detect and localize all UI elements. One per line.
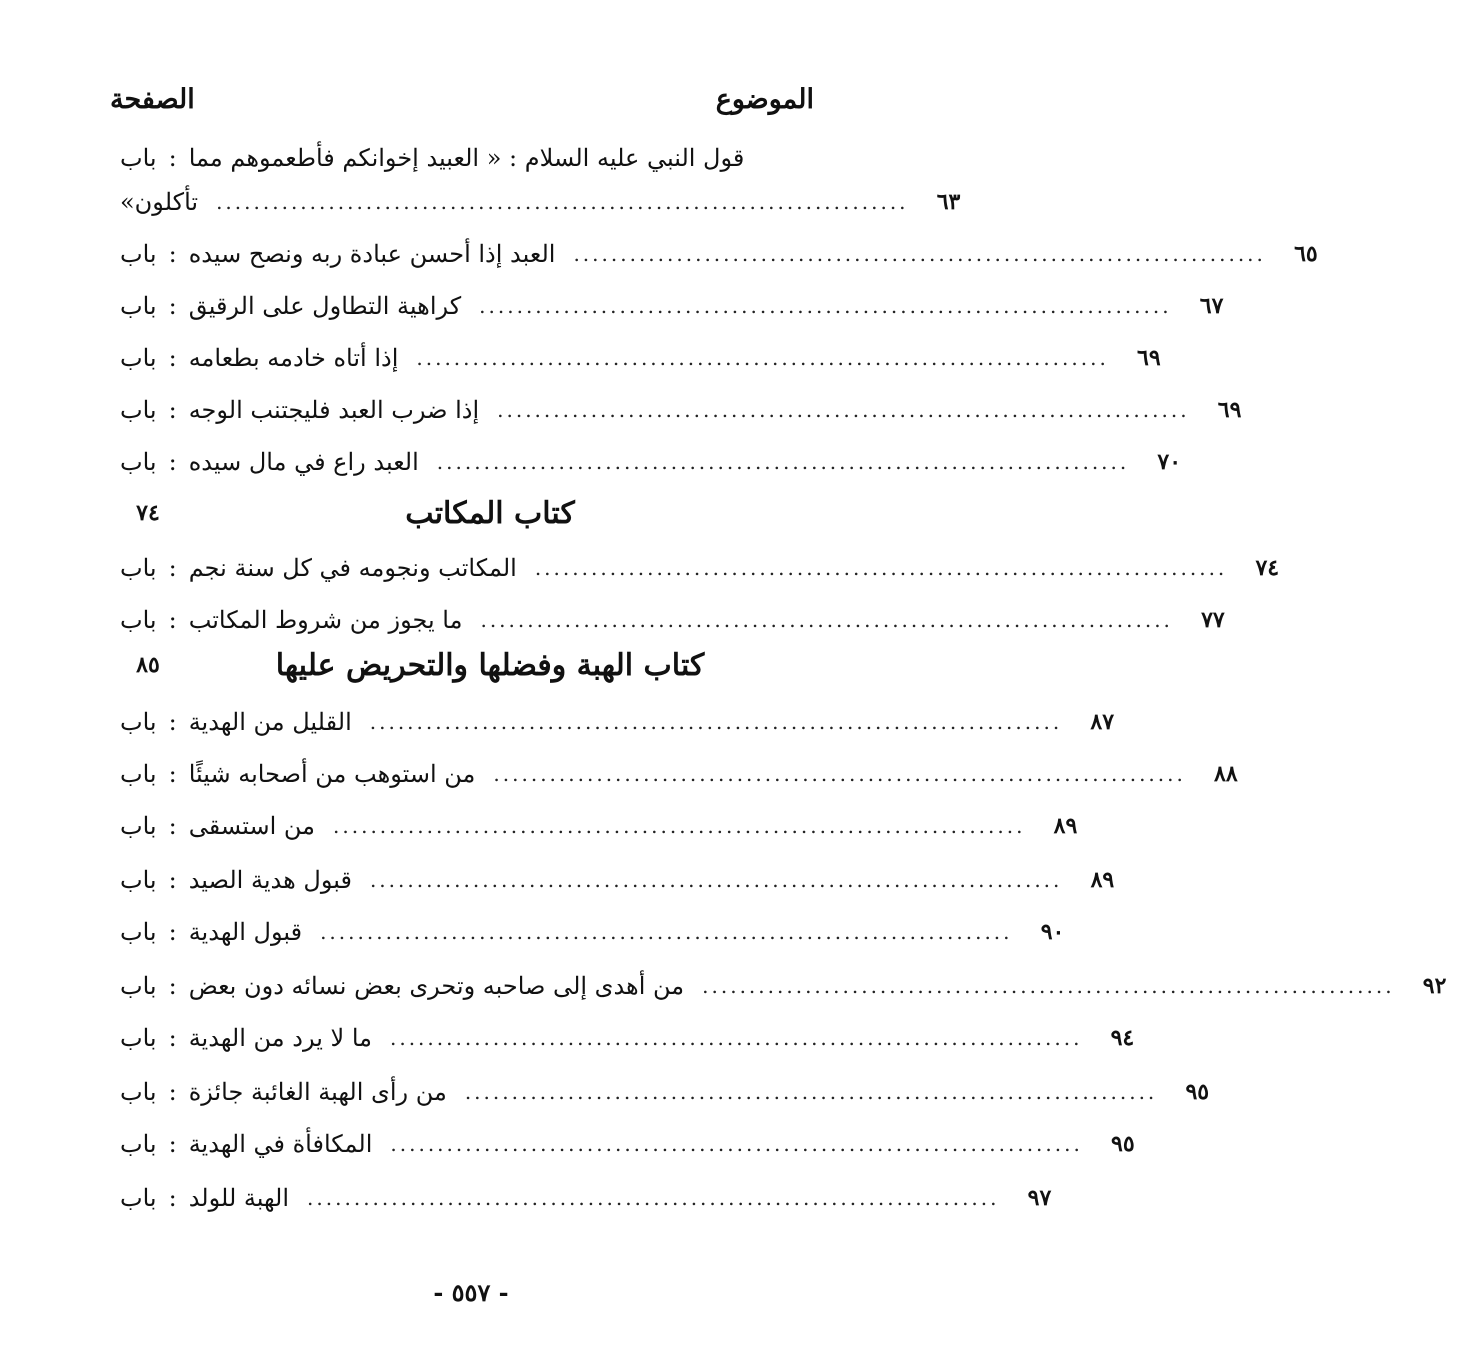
toc-entry — [120, 754, 1238, 794]
entry-prefix: باب — [120, 812, 157, 840]
entry-separator: : — [168, 1024, 177, 1052]
entry-page-number: ٩٥ — [1185, 1079, 1210, 1105]
leader-dots: .......................................................................... — [493, 762, 1186, 786]
entry-page-number: ٨٧ — [1090, 709, 1115, 735]
toc-entry — [120, 860, 1115, 900]
page-column-header: الصفحة — [110, 84, 195, 115]
entry-prefix: باب — [120, 144, 157, 172]
entry-prefix: باب — [120, 1024, 157, 1052]
leader-dots: .......................................................................... — [369, 868, 1063, 892]
entry-title: من أهدى إلى صاحبه وتحرى بعض نسائه دون بعض — [188, 972, 685, 1000]
entry-prefix: باب — [120, 1130, 157, 1158]
entry-separator: : — [168, 812, 177, 840]
toc-entry — [120, 442, 1182, 482]
entry-title: من استوهب من أصحابه شيئًا — [188, 760, 476, 788]
entry-separator: : — [168, 1130, 177, 1158]
entry-page-number: ٧٠ — [1157, 449, 1182, 475]
entry-page-number: ٦٣ — [936, 189, 961, 215]
entry-title: قبول هدية الصيد — [188, 866, 352, 894]
entry-prefix: باب — [120, 1184, 157, 1212]
toc-entry — [120, 338, 1161, 378]
book-title: كتاب المكاتب — [405, 495, 575, 531]
entry-page-number: ٦٩ — [1217, 397, 1242, 423]
entry-title: قبول الهدية — [188, 918, 303, 946]
book-page-number: ٧٤ — [136, 500, 160, 526]
entry-prefix: باب — [120, 606, 157, 634]
entry-separator: : — [168, 918, 177, 946]
entry-title: إذا أتاه خادمه بطعامه — [188, 344, 399, 372]
entry-separator: : — [168, 554, 177, 582]
leader-dots: .......................................................................... — [333, 814, 1026, 838]
toc-entry — [120, 806, 1078, 846]
entry-page-number: ٦٩ — [1137, 345, 1161, 371]
toc-entry — [120, 548, 1280, 588]
book-heading — [120, 488, 844, 538]
entry-title-continued: تأكلون» — [120, 188, 199, 216]
entry-page-number: ٦٧ — [1199, 293, 1224, 319]
entry-prefix: باب — [120, 866, 157, 894]
entry-separator: : — [168, 972, 177, 1000]
entry-prefix: باب — [120, 344, 157, 372]
leader-dots: .......................................................................... — [320, 920, 1013, 944]
entry-title: العبد راع في مال سيده — [188, 448, 419, 476]
entry-page-number: ٩٧ — [1027, 1185, 1052, 1211]
entry-separator: : — [168, 144, 177, 172]
entry-prefix: باب — [120, 554, 157, 582]
toc-entry — [120, 702, 1115, 742]
leader-dots: .......................................................................... — [479, 294, 1172, 318]
entry-title: ما يجوز من شروط المكاتب — [188, 606, 463, 634]
leader-dots: .......................................................................... — [464, 1080, 1158, 1104]
book-title: كتاب الهبة وفضلها والتحريض عليها — [275, 647, 705, 683]
entry-prefix: باب — [120, 760, 157, 788]
entry-prefix: باب — [120, 708, 157, 736]
leader-dots: .......................................................................... — [573, 242, 1266, 266]
entry-separator: : — [168, 240, 177, 268]
book-heading — [120, 640, 844, 690]
entry-page-number: ٨٩ — [1053, 813, 1078, 839]
entry-prefix: باب — [120, 972, 157, 1000]
entry-title: إذا ضرب العبد فليجتنب الوجه — [188, 396, 480, 424]
entry-prefix: باب — [120, 918, 157, 946]
entry-prefix: باب — [120, 240, 157, 268]
entry-title: العبد إذا أحسن عبادة ربه ونصح سيده — [188, 240, 556, 268]
book-page-number: ٨٥ — [136, 652, 160, 678]
leader-dots: .......................................................................... — [307, 1186, 1000, 1210]
toc-entry — [120, 182, 961, 222]
entry-title: المكافأة في الهدية — [188, 1130, 373, 1158]
entry-page-number: ٧٤ — [1255, 555, 1280, 581]
toc-entry — [120, 966, 1447, 1006]
toc-entry — [120, 234, 1318, 274]
page-number-footer: - ٥٥٧ - — [433, 1278, 509, 1307]
toc-entry — [120, 1018, 1135, 1058]
entry-separator: : — [168, 866, 177, 894]
entry-title: القليل من الهدية — [188, 708, 352, 736]
leader-dots: .......................................................................... — [416, 346, 1109, 370]
entry-page-number: ٧٧ — [1201, 607, 1225, 633]
entry-title: كراهية التطاول على الرقيق — [188, 292, 462, 320]
entry-separator: : — [168, 396, 177, 424]
entry-page-number: ٨٩ — [1090, 867, 1115, 893]
topic-column-header: الموضوع — [715, 84, 814, 115]
entry-title: من رأى الهبة الغائبة جائزة — [188, 1078, 447, 1106]
entry-title: ما لا يرد من الهدية — [188, 1024, 372, 1052]
toc-entry — [120, 912, 1065, 952]
entry-page-number: ٩٠ — [1040, 919, 1065, 945]
entry-separator: : — [168, 448, 177, 476]
toc-entry — [120, 600, 1225, 640]
entry-prefix: باب — [120, 1078, 157, 1106]
entry-separator: : — [168, 292, 177, 320]
leader-dots: .......................................................................... — [216, 190, 909, 214]
entry-page-number: ٩٢ — [1422, 973, 1447, 999]
entry-page-number: ٩٤ — [1110, 1025, 1135, 1051]
toc-entry — [120, 286, 1224, 326]
entry-separator: : — [168, 606, 177, 634]
entry-title: الهبة للولد — [188, 1184, 290, 1212]
toc-entry — [120, 1178, 1052, 1218]
toc-entry — [120, 1124, 1135, 1164]
leader-dots: .......................................................................... — [390, 1132, 1083, 1156]
leader-dots: .......................................................................... — [497, 398, 1190, 422]
entry-separator: : — [168, 344, 177, 372]
toc-entry-line — [120, 138, 844, 178]
entry-separator: : — [168, 1078, 177, 1106]
leader-dots: .......................................................................... — [369, 710, 1063, 734]
entry-prefix: باب — [120, 396, 157, 424]
entry-page-number: ٦٥ — [1294, 241, 1318, 267]
leader-dots: .......................................................................... — [436, 450, 1130, 474]
leader-dots: .......................................................................... — [534, 556, 1228, 580]
entry-prefix: باب — [120, 448, 157, 476]
entry-title: من استسقى — [188, 812, 316, 840]
entry-title: المكاتب ونجومه في كل سنة نجم — [188, 554, 517, 582]
entry-page-number: ٩٥ — [1111, 1131, 1135, 1157]
leader-dots: .......................................................................... — [702, 974, 1395, 998]
entry-separator: : — [168, 1184, 177, 1212]
entry-title: قول النبي عليه السلام : « العبيد إخوانكم فأطعموهم مما — [188, 144, 745, 172]
leader-dots: .......................................................................... — [480, 608, 1173, 632]
leader-dots: .......................................................................... — [389, 1026, 1083, 1050]
entry-page-number: ٨٨ — [1214, 761, 1238, 787]
toc-entry — [120, 390, 1242, 430]
entry-separator: : — [168, 760, 177, 788]
entry-separator: : — [168, 708, 177, 736]
toc-entry — [120, 1072, 1210, 1112]
entry-prefix: باب — [120, 292, 157, 320]
